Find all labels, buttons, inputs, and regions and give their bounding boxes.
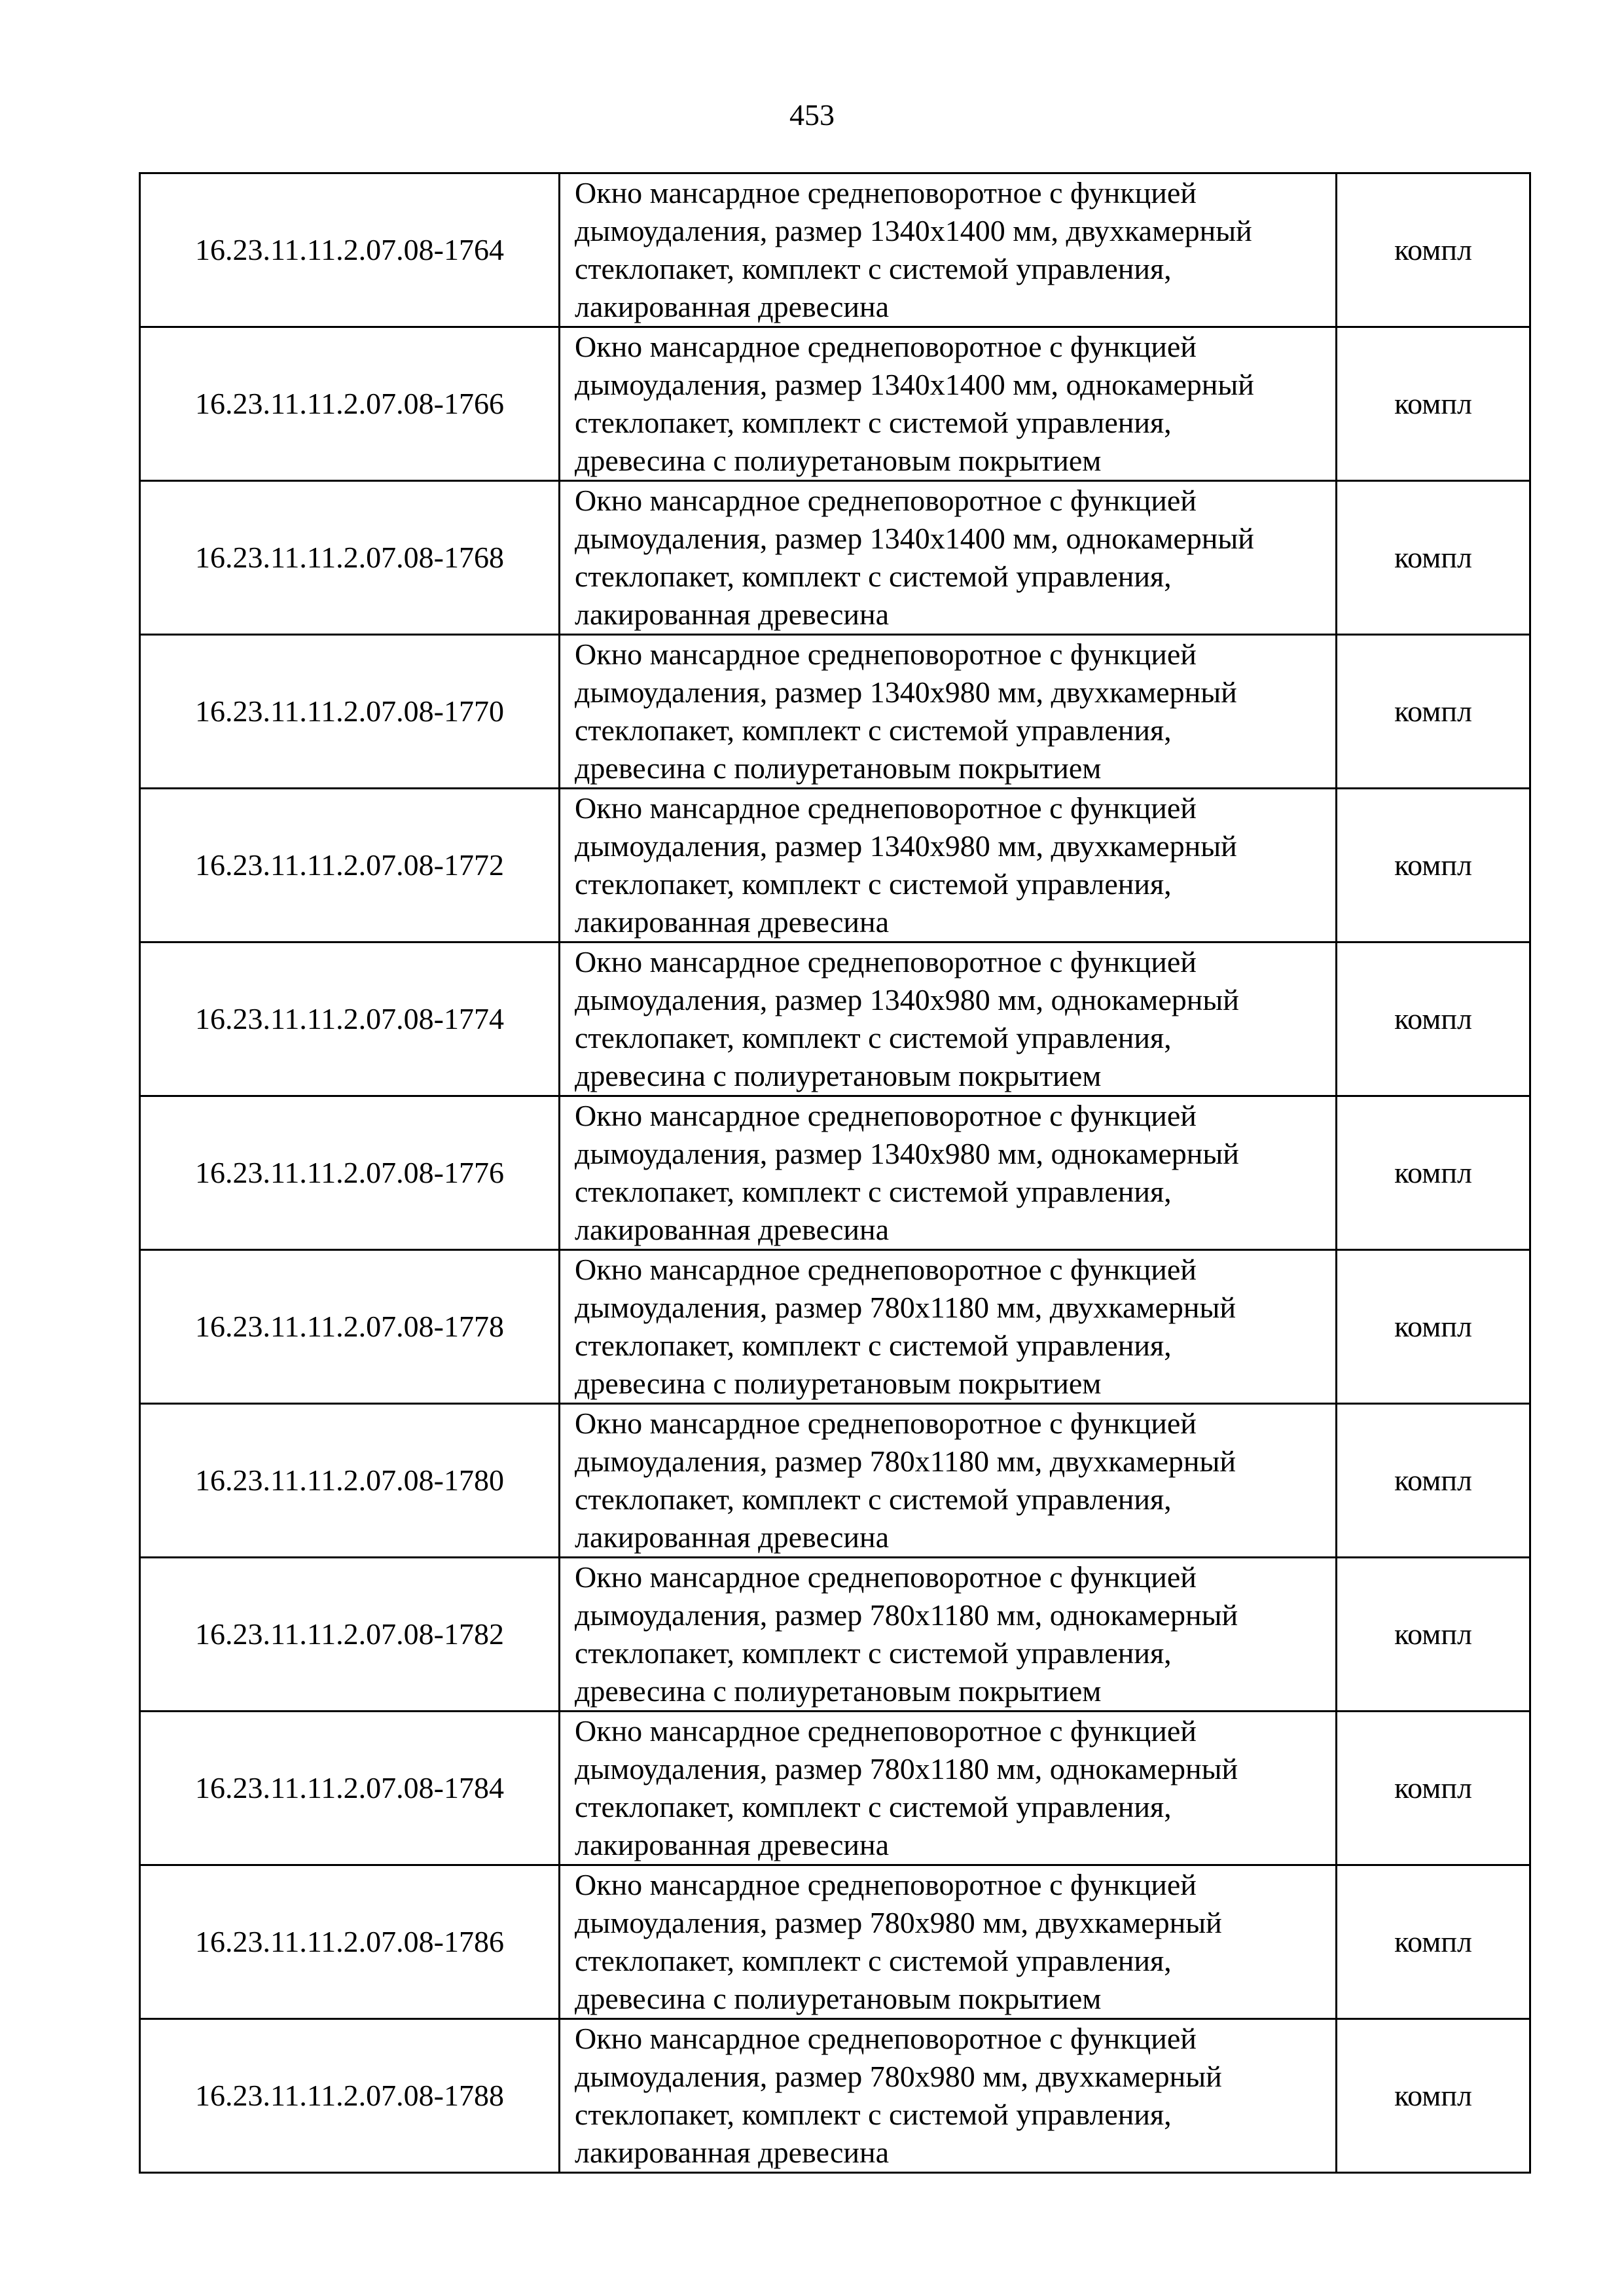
table-row xyxy=(140,173,1530,327)
item-description-line: стеклопакет, комплект с системой управления, xyxy=(575,1636,1172,1670)
item-description-line: дымоудаления, размер 780х1180 мм, однокамерный xyxy=(575,1752,1238,1785)
item-description-line: Окно мансардное среднеповоротное с функцией xyxy=(575,1714,1197,1748)
item-unit: компл xyxy=(1337,1558,1530,1712)
item-description-line: лакированная древесина xyxy=(575,905,890,939)
item-description-line: Окно мансардное среднеповоротное с функцией xyxy=(575,791,1197,825)
table-row xyxy=(140,327,1530,481)
item-description xyxy=(560,1404,1337,1558)
item-description-line: древесина с полиуретановым покрытием xyxy=(575,1367,1102,1400)
item-description-line: древесина с полиуретановым покрытием xyxy=(575,444,1102,477)
item-description-line: стеклопакет, комплект с системой управления, xyxy=(575,2098,1172,2131)
item-description-line: стеклопакет, комплект с системой управления, xyxy=(575,867,1172,901)
item-description-line: древесина с полиуретановым покрытием xyxy=(575,1982,1102,2015)
item-description xyxy=(560,1865,1337,2019)
item-description-line: дымоудаления, размер 780х1180 мм, однокамерный xyxy=(575,1598,1238,1632)
table-row xyxy=(140,1558,1530,1712)
item-description-line: стеклопакет, комплект с системой управления, xyxy=(575,713,1172,747)
item-description xyxy=(560,1712,1337,1865)
item-description xyxy=(560,1096,1337,1250)
item-description xyxy=(560,2019,1337,2173)
item-unit: компл xyxy=(1337,635,1530,789)
item-description-line: дымоудаления, размер 780х980 мм, двухкамерный xyxy=(575,2060,1222,2093)
item-description xyxy=(560,173,1337,327)
item-description-line: лакированная древесина xyxy=(575,1828,890,1861)
item-code: 16.23.11.11.2.07.08-1784 xyxy=(140,1712,560,1865)
item-description-line: Окно мансардное среднеповоротное с функцией xyxy=(575,2022,1197,2055)
item-unit: компл xyxy=(1337,942,1530,1096)
item-unit: компл xyxy=(1337,789,1530,942)
item-code: 16.23.11.11.2.07.08-1786 xyxy=(140,1865,560,2019)
item-unit: компл xyxy=(1337,481,1530,635)
item-description-line: дымоудаления, размер 1340х1400 мм, однокамерный xyxy=(575,368,1254,401)
item-description-line: стеклопакет, комплект с системой управления, xyxy=(575,1021,1172,1054)
table-row xyxy=(140,1712,1530,1865)
item-description-line: стеклопакет, комплект с системой управления, xyxy=(575,406,1172,439)
item-unit: компл xyxy=(1337,1096,1530,1250)
item-description xyxy=(560,635,1337,789)
table-row xyxy=(140,2019,1530,2173)
item-unit: компл xyxy=(1337,173,1530,327)
item-code: 16.23.11.11.2.07.08-1764 xyxy=(140,173,560,327)
table-row xyxy=(140,635,1530,789)
item-description-line: лакированная древесина xyxy=(575,290,890,323)
item-description-line: стеклопакет, комплект с системой управления, xyxy=(575,1790,1172,1823)
item-description-line: дымоудаления, размер 780х980 мм, двухкамерный xyxy=(575,1906,1222,1939)
item-description-line: дымоудаления, размер 1340х980 мм, двухкамерный xyxy=(575,675,1237,709)
item-description-line: стеклопакет, комплект с системой управления, xyxy=(575,1944,1172,1977)
table-row xyxy=(140,789,1530,942)
item-description-line: дымоудаления, размер 1340х1400 мм, однокамерный xyxy=(575,522,1254,555)
item-description-line: лакированная древесина xyxy=(575,2136,890,2169)
item-description xyxy=(560,481,1337,635)
item-description-line: Окно мансардное среднеповоротное с функцией xyxy=(575,484,1197,517)
item-description-line: дымоудаления, размер 1340х980 мм, двухкамерный xyxy=(575,829,1237,863)
table-row xyxy=(140,942,1530,1096)
item-unit: компл xyxy=(1337,1712,1530,1865)
item-description-line: Окно мансардное среднеповоротное с функцией xyxy=(575,1099,1197,1132)
item-code: 16.23.11.11.2.07.08-1782 xyxy=(140,1558,560,1712)
item-description-line: дымоудаления, размер 1340х1400 мм, двухкамерный xyxy=(575,214,1252,247)
table-row xyxy=(140,1865,1530,2019)
item-description-line: Окно мансардное среднеповоротное с функцией xyxy=(575,637,1197,671)
item-code: 16.23.11.11.2.07.08-1774 xyxy=(140,942,560,1096)
item-description-line: лакированная древесина xyxy=(575,598,890,631)
item-description xyxy=(560,1558,1337,1712)
item-unit: компл xyxy=(1337,327,1530,481)
item-description-line: Окно мансардное среднеповоротное с функцией xyxy=(575,1560,1197,1594)
item-code: 16.23.11.11.2.07.08-1768 xyxy=(140,481,560,635)
item-description-line: древесина с полиуретановым покрытием xyxy=(575,751,1102,785)
item-description-line: стеклопакет, комплект с системой управления, xyxy=(575,1329,1172,1362)
item-unit: компл xyxy=(1337,2019,1530,2173)
page-number: 453 xyxy=(789,98,835,132)
item-description-line: дымоудаления, размер 1340х980 мм, однокамерный xyxy=(575,983,1239,1016)
item-code: 16.23.11.11.2.07.08-1772 xyxy=(140,789,560,942)
item-description-line: стеклопакет, комплект с системой управления, xyxy=(575,252,1172,285)
table-row xyxy=(140,1250,1530,1404)
item-unit: компл xyxy=(1337,1404,1530,1558)
table-row xyxy=(140,1404,1530,1558)
item-code: 16.23.11.11.2.07.08-1788 xyxy=(140,2019,560,2173)
item-code: 16.23.11.11.2.07.08-1776 xyxy=(140,1096,560,1250)
item-description-line: стеклопакет, комплект с системой управления, xyxy=(575,1482,1172,1516)
item-description-line: дымоудаления, размер 1340х980 мм, однокамерный xyxy=(575,1137,1239,1170)
item-description-line: Окно мансардное среднеповоротное с функцией xyxy=(575,330,1197,363)
item-description xyxy=(560,942,1337,1096)
items-table-body xyxy=(140,173,1530,2173)
item-unit: компл xyxy=(1337,1250,1530,1404)
item-description-line: лакированная древесина xyxy=(575,1213,890,1246)
item-unit: компл xyxy=(1337,1865,1530,2019)
item-code: 16.23.11.11.2.07.08-1778 xyxy=(140,1250,560,1404)
item-code: 16.23.11.11.2.07.08-1780 xyxy=(140,1404,560,1558)
item-description-line: Окно мансардное среднеповоротное с функцией xyxy=(575,1253,1197,1286)
table-row xyxy=(140,1096,1530,1250)
item-description xyxy=(560,327,1337,481)
items-table xyxy=(139,172,1531,2174)
item-description-line: Окно мансардное среднеповоротное с функцией xyxy=(575,1407,1197,1440)
item-description-line: дымоудаления, размер 780х1180 мм, двухкамерный xyxy=(575,1291,1236,1324)
item-description xyxy=(560,1250,1337,1404)
table-row xyxy=(140,481,1530,635)
item-description-line: стеклопакет, комплект с системой управления, xyxy=(575,1175,1172,1208)
item-description xyxy=(560,789,1337,942)
item-description-line: древесина с полиуретановым покрытием xyxy=(575,1059,1102,1092)
item-description-line: стеклопакет, комплект с системой управления, xyxy=(575,560,1172,593)
item-code: 16.23.11.11.2.07.08-1770 xyxy=(140,635,560,789)
item-description-line: Окно мансардное среднеповоротное с функцией xyxy=(575,1868,1197,1901)
item-description-line: дымоудаления, размер 780х1180 мм, двухкамерный xyxy=(575,1444,1236,1478)
item-description-line: древесина с полиуретановым покрытием xyxy=(575,1674,1102,1708)
item-code: 16.23.11.11.2.07.08-1766 xyxy=(140,327,560,481)
item-description-line: Окно мансардное среднеповоротное с функцией xyxy=(575,945,1197,978)
item-description-line: лакированная древесина xyxy=(575,1520,890,1554)
item-description-line: Окно мансардное среднеповоротное с функцией xyxy=(575,176,1197,209)
